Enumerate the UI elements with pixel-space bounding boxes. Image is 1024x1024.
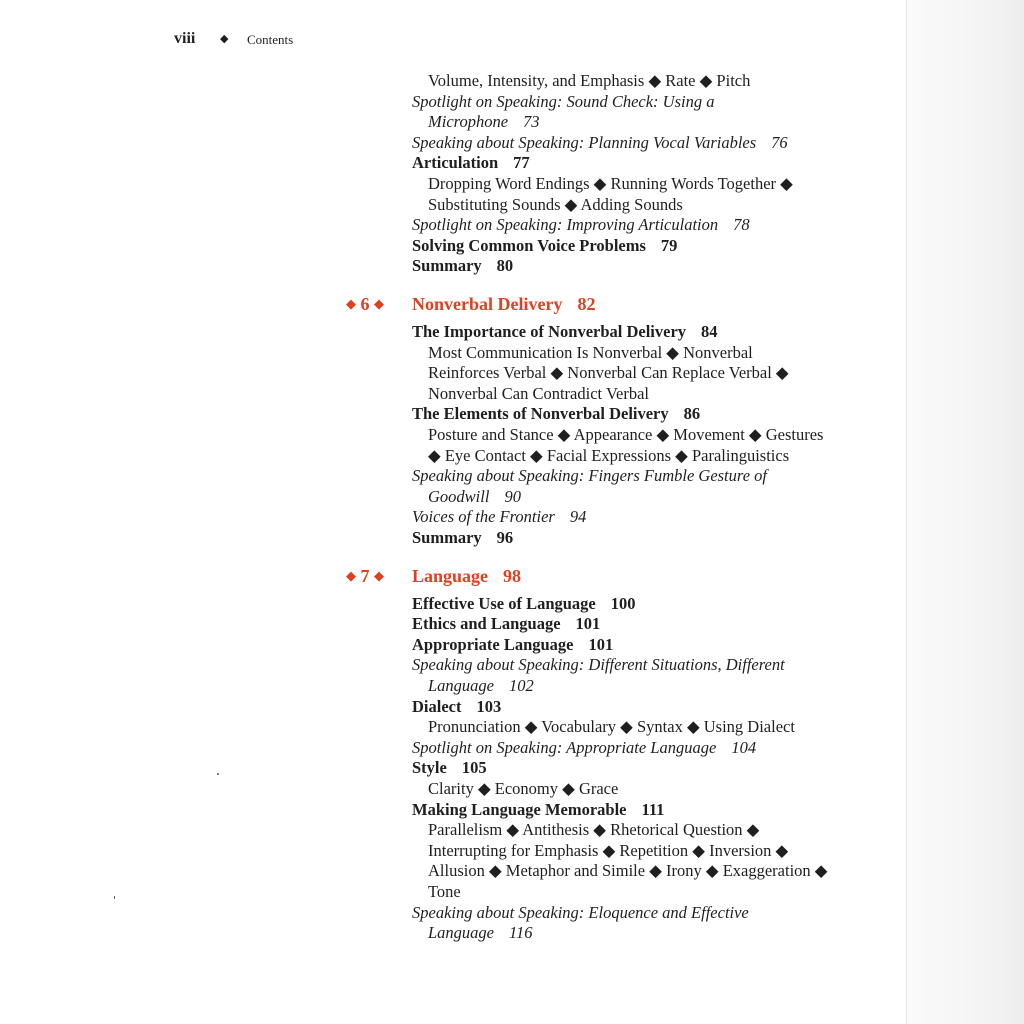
toc-entry-text: Speaking about Speaking: Fingers Fumble Gesture of [412,466,767,486]
toc-feature-continued [428,112,540,133]
toc-feature [412,507,586,528]
paper-speck [114,896,115,899]
toc-subtopics [428,446,789,467]
page-edge-shadow [906,0,1024,1024]
toc-section [412,697,501,718]
toc-entry-text: Dropping Word Endings ◆ Running Words Together ◆ [428,174,793,193]
toc-subtopics [428,882,461,903]
toc-subtopics [428,861,827,882]
toc-entry-text: Volume, Intensity, and Emphasis ◆ Rate ◆ Pitch [428,71,751,90]
toc-page-number: 100 [610,593,636,613]
toc-page-number: 86 [683,404,701,424]
toc-entry-text: Effective Use of Language [412,593,596,613]
running-head-bullet: ◆ [220,33,229,45]
chapter-bullet: ◆ [374,567,384,583]
toc-page-number: 111 [641,799,665,819]
toc-entry-text: Allusion ◆ Metaphor and Simile ◆ Irony ◆ Exaggeration ◆ [428,861,828,881]
toc-entry-text: Tone [428,882,461,901]
toc-page-number: 82 [577,294,596,314]
toc-section [412,614,600,635]
toc-section [412,800,664,821]
toc-feature [412,903,749,924]
toc-entry-text: Speaking about Speaking: Eloquence and Effective [412,902,749,922]
toc-entry-text: Microphone [428,112,509,132]
toc-entry-text: Most Communication Is Nonverbal ◆ Nonverbal [428,342,753,362]
toc-feature [412,655,785,676]
running-head-title: Contents [247,32,294,47]
toc-entry-text: Summary [412,528,482,547]
toc-entry-text: Parallelism ◆ Antithesis ◆ Rhetorical Question ◆ [428,820,760,840]
page-number: viii [174,30,196,47]
toc-page-number: 102 [509,676,534,695]
chapter-number: 7 [356,565,374,586]
toc-page-number: 76 [771,132,788,152]
toc-entry-text: Substituting Sounds ◆ Adding Sounds [428,194,683,214]
toc-entry-text: Pronunciation ◆ Vocabulary ◆ Syntax ◆ Using Dialect [428,717,795,737]
toc-entry-text: Spotlight on Speaking: Appropriate Language [412,737,717,757]
toc-entry-text: Clarity ◆ Economy ◆ Grace [428,779,619,798]
toc-subtopics [428,174,793,195]
toc-feature [412,133,788,154]
toc-entry-text: Interrupting for Emphasis ◆ Repetition ◆ Inversion ◆ [428,840,789,860]
toc-subtopics [428,195,683,216]
toc-entry-text: Summary [412,256,482,276]
toc-subtopics [428,779,618,800]
toc-subtopics [428,384,649,405]
toc-entry-text: Spotlight on Speaking: Sound Check: Using a [412,91,715,111]
toc-feature [412,215,750,236]
toc-feature [412,738,756,759]
toc-entry-text: Goodwill [428,486,490,506]
paper-speck [217,773,219,775]
toc-page-number: 96 [496,528,514,547]
toc-page-number: 78 [733,215,750,235]
toc-entry-text: The Elements of Nonverbal Delivery [412,404,669,424]
toc-page-number: 104 [731,737,757,757]
toc-page-number: 101 [575,614,601,634]
toc-page-number: 116 [509,923,533,943]
toc-entry-text: Speaking about Speaking: Different Situations, Different [412,655,785,675]
toc-section [412,528,513,549]
toc-entry-text: Speaking about Speaking: Planning Vocal Variables [412,132,757,152]
toc-subtopics [428,363,789,384]
toc-entry-text: Reinforces Verbal ◆ Nonverbal Can Replace Verbal ◆ [428,363,789,383]
toc-entry-text: The Importance of Nonverbal Delivery [412,322,687,341]
toc-feature-continued [428,923,533,944]
toc-section [412,256,513,277]
toc-section [412,404,700,425]
toc-page-number: 79 [660,235,678,255]
toc-entry-text: Nonverbal Can Contradict Verbal [428,383,650,403]
toc-entry-text: Making Language Memorable [412,799,627,819]
page-edge-line [906,0,907,1024]
toc-entry-text: Solving Common Voice Problems [412,235,646,255]
toc-subtopics [428,425,823,446]
toc-feature-continued [428,676,534,697]
toc-page-number: 103 [476,696,502,716]
chapter-bullet: ◆ [346,567,356,583]
toc-page-number: 94 [569,507,587,527]
toc-page-number: 105 [461,758,487,778]
toc-section [412,594,636,615]
toc-chapter-title [412,565,521,587]
toc-section [412,153,530,174]
toc-entry-text: Appropriate Language [412,634,574,654]
chapter-bullet: ◆ [346,296,356,311]
toc-entry-text: Nonverbal Delivery [412,294,563,314]
toc-page-number: 90 [504,486,521,506]
toc-subtopics [428,717,795,738]
toc-page-number: 77 [513,153,530,173]
chapter-number: 6 [356,294,374,314]
toc-page-number: 84 [701,322,718,341]
toc-entry-text: ◆ Eye Contact ◆ Facial Expressions ◆ Paralinguistics [428,445,790,465]
toc-section [412,236,677,257]
toc-feature [412,92,714,113]
toc-entry-text: Posture and Stance ◆ Appearance ◆ Movement ◆ Gestures [428,425,824,444]
toc-section [412,322,718,343]
toc-section [412,758,487,779]
toc-chapter-title [412,293,595,315]
chapter-marker [346,565,384,589]
toc-page-number: 98 [503,565,522,586]
toc-entry-text: Articulation [412,153,499,173]
toc-page-number: 73 [523,112,540,132]
toc-entry-text: Ethics and Language [412,614,561,634]
toc-entry-text: Language [428,676,494,695]
toc-page-number: 101 [588,634,614,654]
toc-entry-text: Voices of the Frontier [412,507,555,527]
toc-subtopics [428,71,750,92]
chapter-bullet: ◆ [374,296,384,311]
toc-subtopics [428,820,759,841]
toc-entry-text: Dialect [412,696,462,716]
toc-feature [412,466,767,487]
toc-subtopics [428,841,788,862]
toc-entry-text: Spotlight on Speaking: Improving Articulation [412,215,719,235]
toc-page-number: 80 [496,256,514,276]
toc-feature-continued [428,487,521,508]
toc-entry-text: Language [412,565,489,586]
toc-entry-text: Language [428,923,494,943]
toc-section [412,635,613,656]
toc-entry-text: Style [412,758,447,778]
toc-subtopics [428,343,753,364]
chapter-marker [346,293,384,317]
